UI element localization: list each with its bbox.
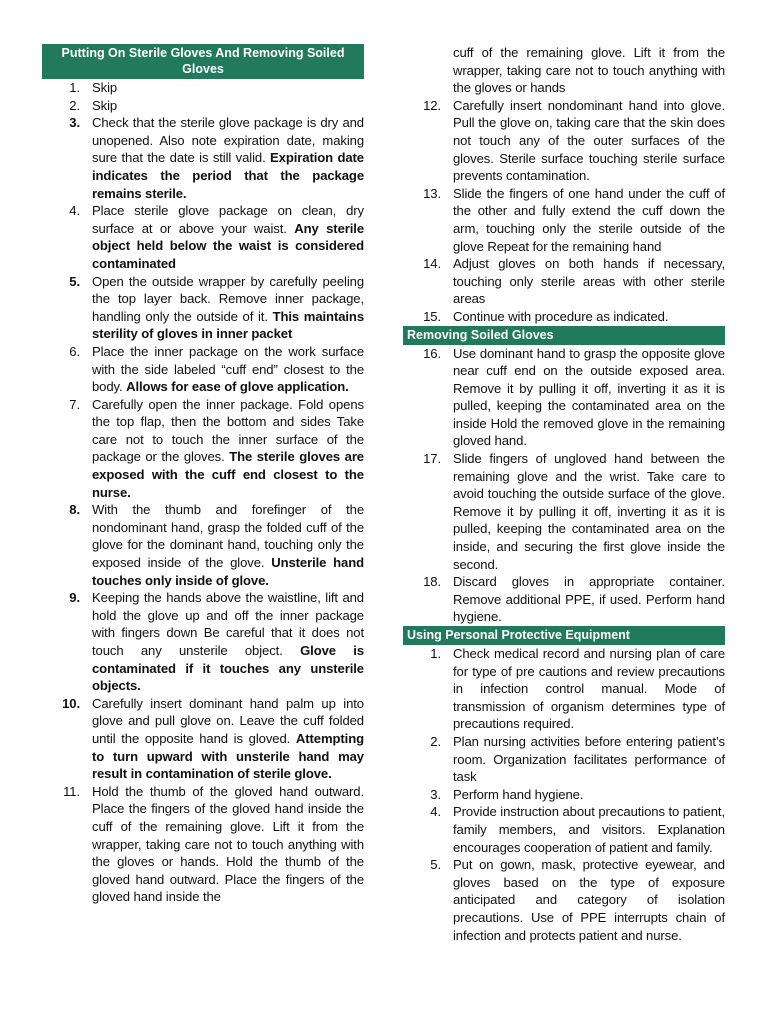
step-number: 4. — [430, 804, 441, 820]
list-item — [42, 783, 364, 906]
step-number: 11. — [63, 783, 80, 799]
step-number: 3. — [430, 786, 441, 802]
sterile-gloves-steps-continued — [403, 97, 725, 326]
removing-gloves-steps — [403, 345, 725, 627]
step-number: 13. — [423, 185, 441, 201]
step-text: Put on gown, mask, protective eyewear, and gloves based on the type of exposure anticipated and category of isolation precautions. Use of PPE interrupts chain of infection and protects patient and nurse. — [453, 857, 725, 943]
step-number: 14. — [423, 256, 441, 272]
step-text: Slide the fingers of one hand under the cuff of the other and fully extend the cuff down the arm, touching only the sterile outside of the glove Repeat for the remaining hand — [453, 185, 725, 254]
step-number: 1. — [430, 646, 441, 661]
list-item — [42, 79, 364, 97]
list-item — [403, 786, 725, 804]
step-text: Plan nursing activities before entering patient’s room. Organization facilitates performance of task — [453, 733, 725, 785]
right-column — [403, 44, 725, 944]
step-text: Hold the thumb of the gloved hand outward. Place the fingers of the gloved hand inside the cuff of the remaining glove. Lift it from the wrapper, taking care not to touch anything with the gloves or hands. Hold the thumb of the gloved hand outward. Place the fingers of the gloved hand inside the — [92, 783, 364, 905]
step-text: Slide fingers of ungloved hand between the remaining glove and the wrist. Take care to avoid touching the outside surface of the glove. Remove it by pulling it off, inverting it as it is pulled, keeping the contaminated area on the inside, and securing the first glove inside the second. — [453, 451, 725, 572]
step-rationale: Glove is contaminated if it touches any unsterile objects. — [92, 643, 364, 694]
step-number: 5. — [69, 273, 80, 289]
step-text: Place the inner package on the work surface with the side labeled “cuff end” closest to the body. — [92, 343, 364, 395]
list-item — [403, 645, 725, 733]
list-item — [42, 273, 364, 343]
step-text: Use dominant hand to grasp the opposite glove near cuff end on the outside exposed area. Remove it by pulling it off, inverting it as it is pulled, keeping the contaminated area on the inside Hold the removed glove in the remaining gloved hand. — [453, 345, 725, 449]
step-text: Skip — [92, 97, 118, 113]
step-text: Check that the sterile glove package is dry and unopened. Also note expiration date, making sure that the date is still valid. — [92, 115, 364, 166]
step-text: Continue with procedure as indicated. — [453, 308, 669, 324]
step-number: 8. — [69, 502, 80, 518]
step-number: 17. — [423, 451, 441, 467]
section-header-removing-soiled-gloves: Removing Soiled Gloves — [403, 326, 725, 345]
step-text: Skip — [92, 80, 118, 95]
list-item — [403, 803, 725, 856]
list-item — [403, 856, 725, 944]
list-item — [42, 97, 364, 115]
step-text: Carefully insert dominant hand palm up into glove and pull glove on. Leave the cuff folded until the opposite hand is gloved. — [92, 695, 364, 746]
continued-step-text: cuff of the remaining glove. Lift it from the wrapper, taking care not to touch anything with the gloves or hands — [453, 45, 725, 96]
list-item — [42, 396, 364, 502]
step-number: 6. — [69, 343, 80, 359]
list-item — [42, 202, 364, 272]
step-rationale: This maintains sterility of gloves in inner packet — [92, 308, 364, 342]
step-text: Discard gloves in appropriate container. Remove additional PPE, if used. Perform hand hygiene. — [453, 574, 725, 625]
step-number: 1. — [69, 80, 80, 95]
list-item — [42, 695, 364, 783]
section-header-sterile-gloves: Putting On Sterile Gloves And Removing Soiled Gloves — [42, 44, 364, 79]
step-text: Open the outside wrapper by carefully peeling the top layer back. Remove inner package, handling only the outside of it. — [92, 273, 364, 324]
list-item — [403, 733, 725, 786]
list-item — [42, 343, 364, 396]
step-number: 5. — [430, 857, 441, 873]
step-rationale: Attempting to turn upward with unsterile hand may result in contamination of sterile glove. — [92, 730, 364, 782]
step-number: 2. — [69, 97, 80, 113]
step-text: Place sterile glove package on clean, dry surface at or above your waist. — [92, 203, 364, 236]
step-text: Check medical record and nursing plan of care for type of pre cautions and review precautions in infection control manual. Mode of transmission of organism determines type of precautions required. — [453, 646, 725, 732]
list-item — [403, 185, 725, 255]
step-number: 3. — [69, 115, 80, 131]
list-item — [403, 308, 725, 326]
list-item — [403, 255, 725, 308]
step-number: 16. — [423, 345, 441, 361]
ppe-steps — [403, 645, 725, 944]
step-number: 7. — [69, 396, 80, 412]
step-rationale: Expiration date indicates the period that the package remains sterile. — [92, 150, 364, 201]
list-item — [403, 345, 725, 451]
list-item — [403, 573, 725, 626]
sterile-gloves-steps — [42, 79, 364, 906]
step-rationale: Unsterile hand touches only inside of glove. — [92, 555, 364, 588]
step-number: 9. — [69, 590, 80, 606]
step-number: 10. — [62, 695, 80, 711]
list-item — [42, 501, 364, 589]
step-text: With the thumb and forefinger of the nondominant hand, grasp the folded cuff of the glove for the dominant hand, touching only the exposed inside of the glove. — [92, 502, 364, 571]
step-text: Carefully insert nondominant hand into glove. Pull the glove on, taking care that the skin does not touch any of the outer surfaces of the gloves. Sterile surface touching sterile surface prevents contamination. — [453, 97, 725, 184]
step-rationale: The sterile gloves are exposed with the cuff end closest to the nurse. — [92, 449, 364, 500]
step-text: Keeping the hands above the waistline, lift and hold the glove up and off the inner package with fingers down Be careful that it does not touch any unsterile object. — [92, 590, 364, 658]
list-item — [42, 589, 364, 695]
step-text: Perform hand hygiene. — [453, 786, 584, 802]
step-number: 2. — [430, 733, 441, 749]
step-number: 18. — [423, 574, 441, 590]
step-rationale: Allows for ease of glove application. — [126, 379, 349, 395]
list-item — [403, 450, 725, 573]
list-item — [42, 114, 364, 202]
step-number: 12. — [423, 97, 441, 113]
step-text: Carefully open the inner package. Fold opens the top flap, then the bottom and sides Take care not to touch the inner surface of the package or the gloves. — [92, 396, 364, 465]
section-header-ppe: Using Personal Protective Equipment — [403, 626, 725, 645]
step-text: Adjust gloves on both hands if necessary, touching only sterile areas with other sterile areas — [453, 256, 725, 307]
step-number: 15. — [423, 308, 441, 324]
step-number: 4. — [69, 203, 80, 219]
left-column — [42, 44, 364, 906]
list-item — [403, 97, 725, 185]
step-text: Provide instruction about precautions to patient, family members, and visitors. Explanation encourages cooperation of patient and family. — [453, 804, 725, 855]
step-rationale: Any sterile object held below the waist is considered contaminated — [92, 220, 364, 271]
